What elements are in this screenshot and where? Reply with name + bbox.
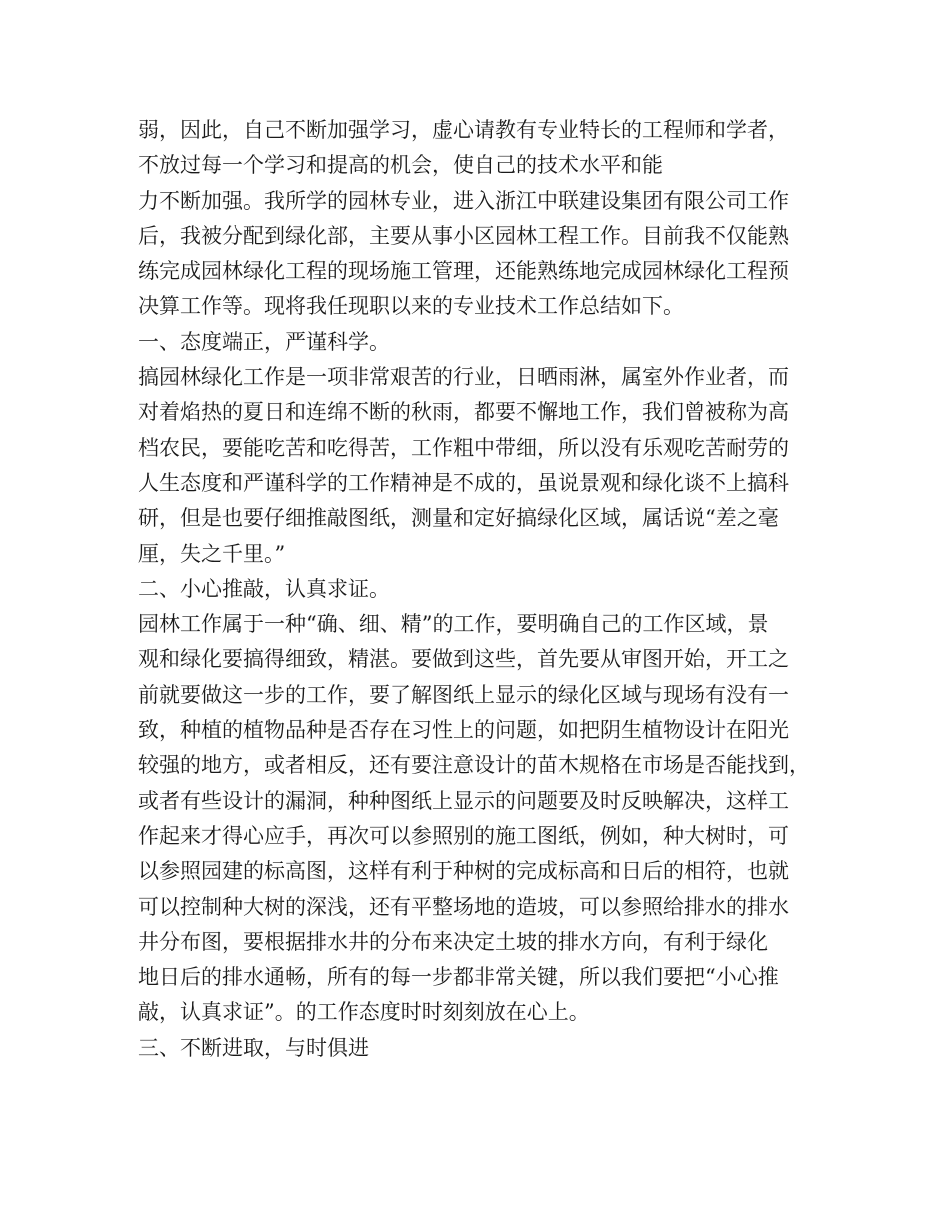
text-line: 不放过每一个学习和提高的机会，使自己的技术水平和能 bbox=[138, 153, 663, 178]
section-heading-3: 三、不断进取，与时俱进 bbox=[138, 1035, 369, 1060]
text-line: 厘，失之千里。” bbox=[138, 541, 286, 566]
text-line: 较强的地方，或者相反，还有要注意设计的苗木规格在市场是否能找到， bbox=[138, 753, 810, 778]
text-line: 力不断加强。我所学的园林专业，进入浙江中联建设集团有限公司工作 bbox=[138, 188, 789, 213]
text-line: 后，我被分配到绿化部，主要从事小区园林工程工作。目前我不仅能熟 bbox=[138, 223, 789, 248]
text-line: 弱，因此，自己不断加强学习，虚心请教有专业特长的工程师和学者， bbox=[138, 118, 789, 142]
text-line: 研，但是也要仔细推敲图纸，测量和定好搞绿化区域，属话说“差之毫 bbox=[138, 506, 779, 531]
text-line: 园林工作属于一种“确、细、精”的工作，要明确自己的工作区域，景 bbox=[138, 612, 769, 637]
text-line: 致，种植的植物品种是否存在习性上的问题，如把阴生植物设计在阳光 bbox=[138, 718, 789, 743]
text-line: 观和绿化要搞得细致，精湛。要做到这些，首先要从审图开始，开工之 bbox=[138, 647, 789, 672]
text-line: 对着焰热的夏日和连绵不断的秋雨，都要不懈地工作，我们曾被称为高 bbox=[138, 400, 789, 425]
text-line: 地日后的排水通畅，所有的每一步都非常关键，所以我们要把“小心推 bbox=[138, 965, 779, 990]
section-heading-1: 一、态度端正，严谨科学。 bbox=[138, 329, 390, 354]
body-text bbox=[138, 113, 838, 1066]
text-line: 或者有些设计的漏洞，种种图纸上显示的问题要及时反映解决，这样工 bbox=[138, 788, 789, 813]
text-line: 以参照园建的标高图，这样有利于种树的完成标高和日后的相符，也就 bbox=[138, 859, 789, 884]
text-line: 练完成园林绿化工程的现场施工管理，还能熟练地完成园林绿化工程预 bbox=[138, 259, 789, 284]
section-heading-2: 二、小心推敲，认真求证。 bbox=[138, 576, 390, 601]
text-line: 人生态度和严谨科学的工作精神是不成的，虽说景观和绿化谈不上搞科 bbox=[138, 470, 789, 495]
text-line: 井分布图，要根据排水井的分布来决定土坡的排水方向，有利于绿化 bbox=[138, 929, 768, 954]
text-line: 可以控制种大树的深浅，还有平整场地的造坡，可以参照给排水的排水 bbox=[138, 894, 789, 919]
text-line: 前就要做这一步的工作，要了解图纸上显示的绿化区域与现场有没有一 bbox=[138, 682, 789, 707]
text-line: 档农民，要能吃苦和吃得苦，工作粗中带细，所以没有乐观吃苦耐劳的 bbox=[138, 435, 789, 460]
text-line: 决算工作等。现将我任现职以来的专业技术工作总结如下。 bbox=[138, 294, 684, 319]
text-line: 作起来才得心应手，再次可以参照别的施工图纸，例如，种大树时，可 bbox=[138, 823, 789, 848]
text-line: 搞园林绿化工作是一项非常艰苦的行业，日晒雨淋，属室外作业者，而 bbox=[138, 365, 789, 390]
text-line: 敲，认真求证”。的工作态度时时刻刻放在心上。 bbox=[138, 1000, 590, 1025]
